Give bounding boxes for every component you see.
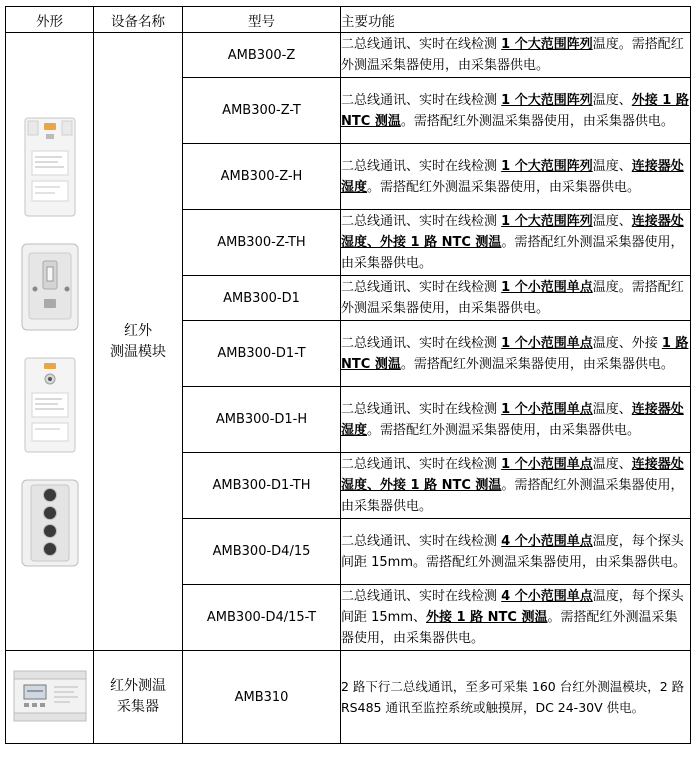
model-cell: AMB300-D4/15 bbox=[183, 519, 341, 585]
function-cell: 二总线通讯、实时在线检测 1 个大范围阵列温度。需搭配红外测温采集器使用，由采集器供电。 bbox=[341, 33, 691, 78]
function-cell: 二总线通讯、实时在线检测 1 个小范围单点温度、外接 1 路 NTC 测温。需搭配红外测温采集器使用，由采集器供电。 bbox=[341, 321, 691, 387]
model-cell: AMB300-Z-T bbox=[183, 78, 341, 144]
collector-function-cell: 2 路下行二总线通讯，至多可采集 160 台红外测温模块，2 路 RS485 通讯至监控系统或触摸屏，DC 24-30V 供电。 bbox=[341, 651, 691, 744]
function-cell: 二总线通讯、实时在线检测 4 个小范围单点温度，每个探头间距 15mm。需搭配红外测温采集器使用，由采集器供电。 bbox=[341, 519, 691, 585]
spec-table bbox=[5, 6, 691, 744]
header-function: 主要功能 bbox=[341, 7, 691, 33]
collector-name-line2: 采集器 bbox=[117, 699, 159, 715]
table-row bbox=[6, 33, 691, 78]
module-name-line1: 红外 bbox=[124, 322, 152, 339]
function-cell: 二总线通讯、实时在线检测 1 个大范围阵列温度、连接器处湿度。需搭配红外测温采集器使用，由采集器供电。 bbox=[341, 144, 691, 210]
model-cell: AMB300-Z bbox=[183, 33, 341, 78]
collector-device-name bbox=[94, 651, 183, 744]
collector-image bbox=[10, 663, 90, 727]
model-cell: AMB300-Z-TH bbox=[183, 210, 341, 276]
function-cell: 二总线通讯、实时在线检测 1 个小范围单点温度。需搭配红外测温采集器使用，由采集器供电。 bbox=[341, 276, 691, 321]
model-cell: AMB300-Z-H bbox=[183, 144, 341, 210]
function-cell: 二总线通讯、实时在线检测 1 个大范围阵列温度、连接器处湿度、外接 1 路 NTC 测温。需搭配红外测温采集器使用，由采集器供电。 bbox=[341, 210, 691, 276]
model-cell: AMB300-D1-T bbox=[183, 321, 341, 387]
model-cell: AMB300-D1-TH bbox=[183, 453, 341, 519]
collector-image-cell bbox=[6, 651, 94, 744]
header-row bbox=[6, 7, 691, 33]
function-cell: 二总线通讯、实时在线检测 1 个小范围单点温度、连接器处湿度、外接 1 路 NTC 测温。需搭配红外测温采集器使用，由采集器供电。 bbox=[341, 453, 691, 519]
function-cell: 二总线通讯、实时在线检测 4 个小范围单点温度，每个探头间距 15mm、外接 1 路 NTC 测温。需搭配红外测温采集器使用，由采集器供电。 bbox=[341, 585, 691, 651]
module-d1-image bbox=[22, 355, 78, 455]
collector-name-line1: 红外测温 bbox=[110, 678, 166, 694]
module-device-name bbox=[94, 33, 183, 651]
table-row-collector bbox=[6, 651, 691, 744]
model-cell: AMB300-D1-H bbox=[183, 387, 341, 453]
header-device-name: 设备名称 bbox=[94, 7, 183, 33]
module-d4-image bbox=[19, 477, 81, 569]
module-images-cell bbox=[6, 33, 94, 651]
model-cell: AMB300-D1 bbox=[183, 276, 341, 321]
module-z-th-image bbox=[19, 241, 81, 333]
module-z-image bbox=[22, 115, 78, 219]
function-cell: 二总线通讯、实时在线检测 1 个小范围单点温度、连接器处湿度。需搭配红外测温采集器使用，由采集器供电。 bbox=[341, 387, 691, 453]
header-appearance: 外形 bbox=[6, 7, 94, 33]
module-name-line2: 测温模块 bbox=[110, 343, 166, 360]
header-model: 型号 bbox=[183, 7, 341, 33]
function-cell: 二总线通讯、实时在线检测 1 个大范围阵列温度、外接 1 路 NTC 测温。需搭配红外测温采集器使用，由采集器供电。 bbox=[341, 78, 691, 144]
collector-model-cell: AMB310 bbox=[183, 651, 341, 744]
model-cell: AMB300-D4/15-T bbox=[183, 585, 341, 651]
